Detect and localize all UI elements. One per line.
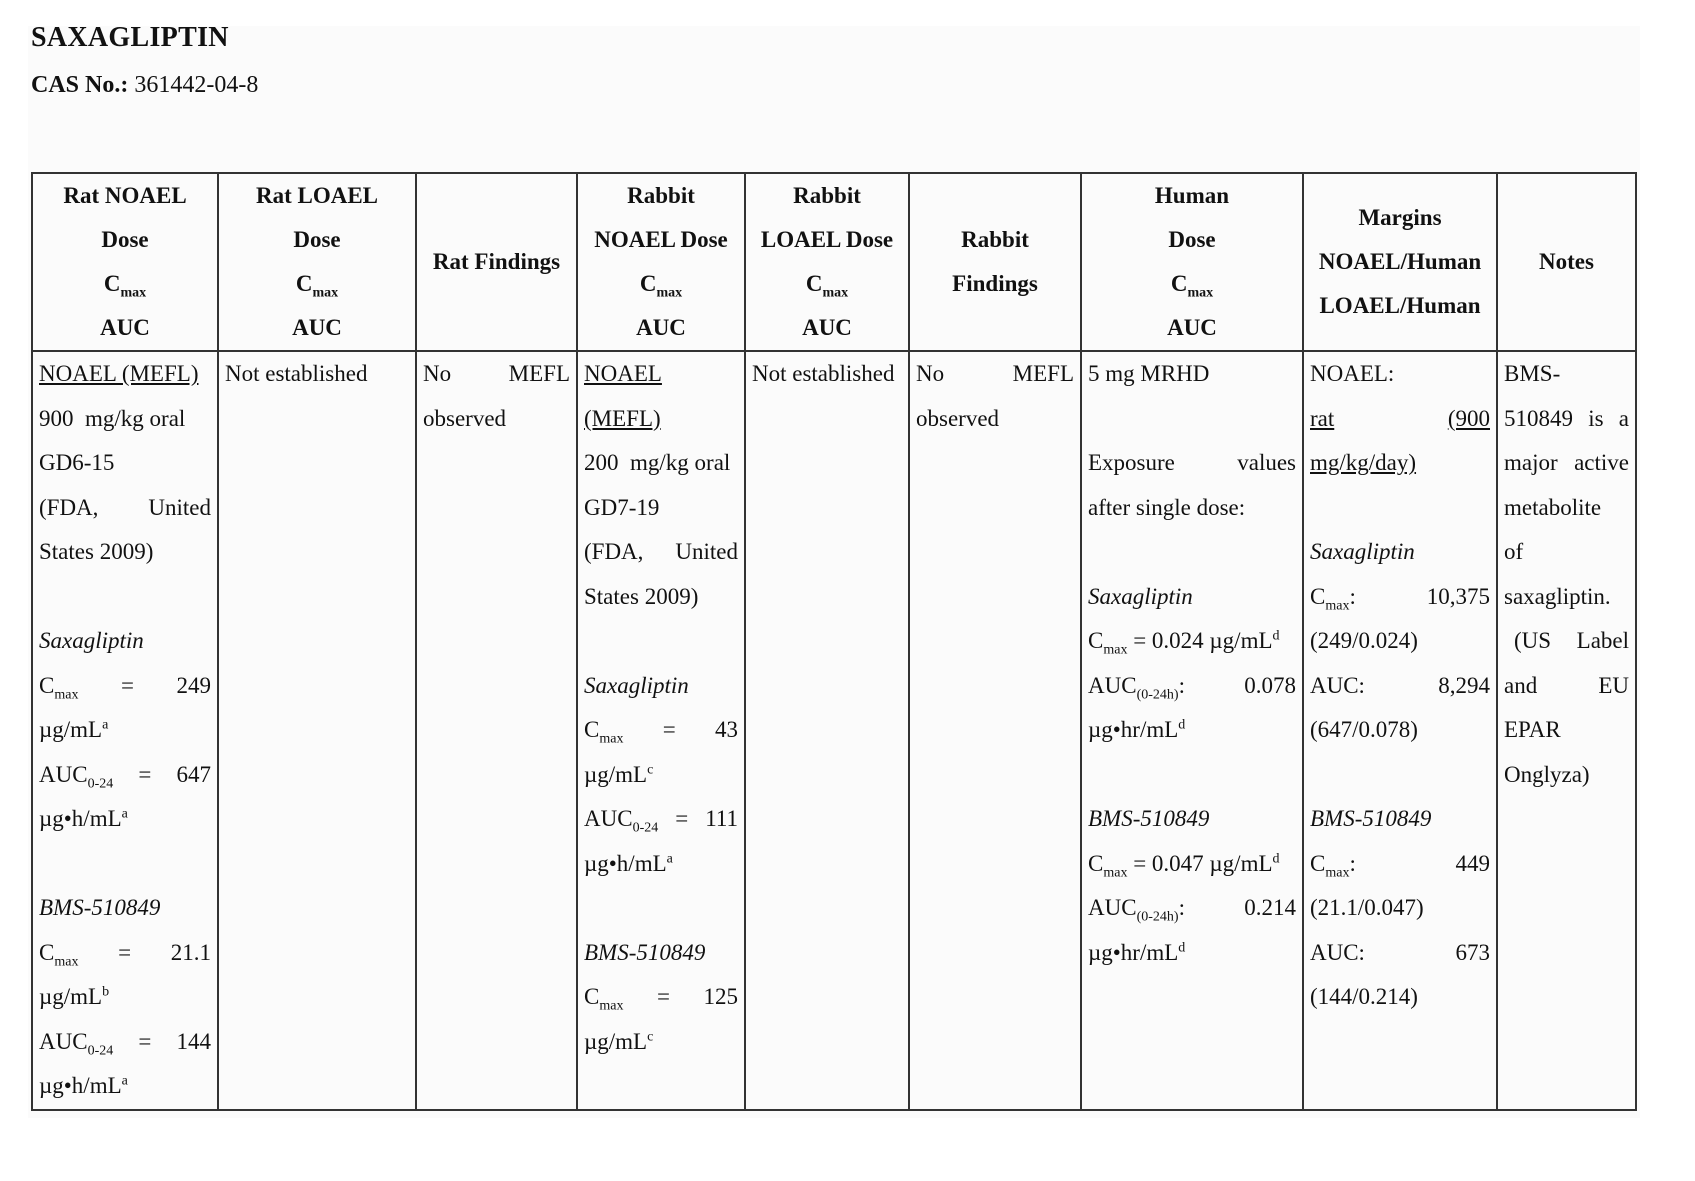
header-rat-loael: Rat LOAEL Dose $C_{max}$ AUC: [218, 173, 416, 351]
header-rabbit-noael: Rabbit NOAEL Dose $C_{max}$ AUC: [577, 173, 745, 351]
cell-rabbit-noael: NOAEL (MEFL) 200 mg/kg oral GD7-19 (FDA, United States 2009) Saxagliptin $C_{max}$ = 43 $\mu g/mL^c$ $AUC_{0-24}$ = 111 $\mu g•h/mL^a$ BMS-510849 $C_{max}$ = 125 $\mu g/mL^c$: [577, 351, 745, 1110]
cell-rat-findings: No MEFL observed: [416, 351, 577, 1110]
cell-notes: BMS- 510849 is a major active metabolite of saxagliptin. (US Label and EU EPAR Onglyza): [1497, 351, 1636, 1110]
cell-human: 5 mg MRHD Exposure values after single dose: Saxagliptin $C_{max} = 0.024$ $\mu g/mL^d$ $AUC_{(0-24h)}$: 0.078 $\mu g•hr/mL^d$ BMS-510849 $C_{max} = 0.047$ $\mu g/mL^d$ $AUC_{(0-24h)}$: 0.214 $\mu g•hr/mL^d$: [1081, 351, 1303, 1110]
cell-rat-noael: NOAEL (MEFL) 900 mg/kg oral GD6-15 (FDA, United States 2009) Saxagliptin $C_{max}$ = 249 $\mu g/mL^a$ $AUC_{0-24}$ = 647 $\mu g•h/mL^a$ BMS-510849 $C_{max}$ = 21.1 $\mu g/mL^b$ $AUC_{0-24}$ = 144 $\mu g•h/mL^a$: [32, 351, 218, 1110]
cas-number-line: [31, 72, 258, 99]
header-rabbit-loael: Rabbit LOAEL Dose $C_{max}$ AUC: [745, 173, 909, 351]
header-human: Human Dose $C_{max}$ AUC: [1081, 173, 1303, 351]
cas-label: CAS No.:: [31, 72, 129, 98]
cell-rabbit-findings: No MEFL observed: [909, 351, 1081, 1110]
header-rat-noael: Rat NOAEL Dose $C_{max}$ AUC: [32, 173, 218, 351]
cas-value: 361442-04-8: [134, 72, 259, 98]
toxicity-table: [31, 172, 1637, 1111]
cell-rabbit-loael: Not established: [745, 351, 909, 1110]
header-row: [32, 173, 1636, 351]
document-title: SAXAGLIPTIN: [31, 22, 229, 53]
header-notes: Notes: [1497, 173, 1636, 351]
cell-margins: NOAEL: rat (900 mg/kg/day) Saxagliptin $C_{max}$: 10,375 (249/0.024) AUC: 8,294 (647/0.078) BMS-510849 $C_{max}$: 449 (21.1/0.047) AUC: 673 (144/0.214): [1303, 351, 1497, 1110]
header-margins: Margins NOAEL/Human LOAEL/Human: [1303, 173, 1497, 351]
cell-rat-loael: Not established: [218, 351, 416, 1110]
header-rat-findings: Rat Findings: [416, 173, 577, 351]
data-row: [32, 351, 1636, 1110]
header-rabbit-findings: Rabbit Findings: [909, 173, 1081, 351]
